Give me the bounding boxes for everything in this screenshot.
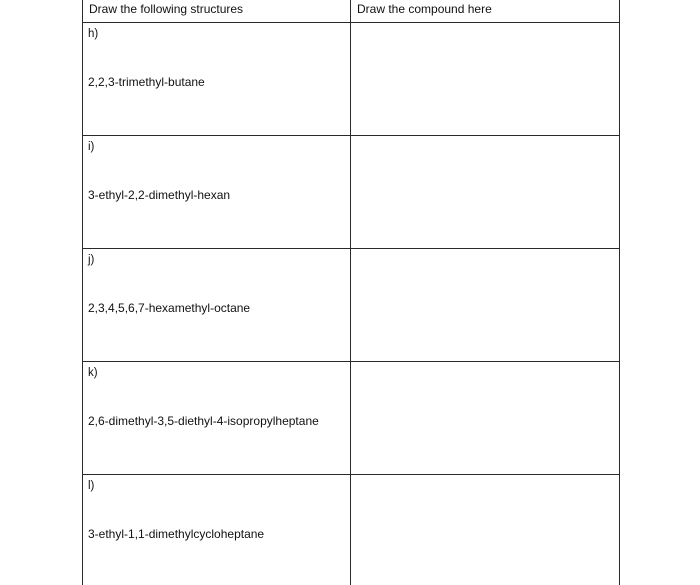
drawing-area[interactable]	[351, 249, 620, 362]
item-letter: h)	[88, 28, 99, 40]
compound-name-cell	[83, 136, 351, 249]
compound-name-cell	[83, 249, 351, 362]
table-row	[83, 23, 620, 136]
worksheet	[82, 0, 619, 585]
drawing-area[interactable]	[351, 362, 620, 475]
compound-name: 3-ethyl-1,1-dimethylcycloheptane	[88, 527, 265, 541]
header-left-label: Draw the following structures	[89, 2, 244, 16]
compound-name: 2,3,4,5,6,7-hexamethyl-octane	[88, 301, 251, 315]
table-row	[83, 362, 620, 475]
header-row	[83, 0, 620, 23]
compound-name: 3-ethyl-2,2-dimethyl-hexan	[88, 188, 231, 202]
compound-name: 2,2,3-trimethyl-butane	[88, 75, 205, 89]
compound-name: 2,6-dimethyl-3,5-diethyl-4-isopropylheptane	[88, 414, 319, 428]
drawing-area[interactable]	[351, 23, 620, 136]
compound-name-cell	[83, 362, 351, 475]
table-row	[83, 475, 620, 585]
compound-name-cell	[83, 23, 351, 136]
header-left-cell	[83, 0, 351, 23]
table-row	[83, 249, 620, 362]
item-letter: k)	[88, 367, 98, 379]
item-letter: i)	[88, 141, 95, 153]
compound-name-cell	[83, 475, 351, 585]
header-right-cell	[351, 0, 620, 23]
table-row	[83, 136, 620, 249]
drawing-area[interactable]	[351, 136, 620, 249]
structures-table	[82, 0, 620, 585]
item-letter: j)	[88, 254, 95, 266]
header-right-label: Draw the compound here	[357, 2, 492, 16]
drawing-area[interactable]	[351, 475, 620, 585]
item-letter: l)	[88, 480, 95, 492]
